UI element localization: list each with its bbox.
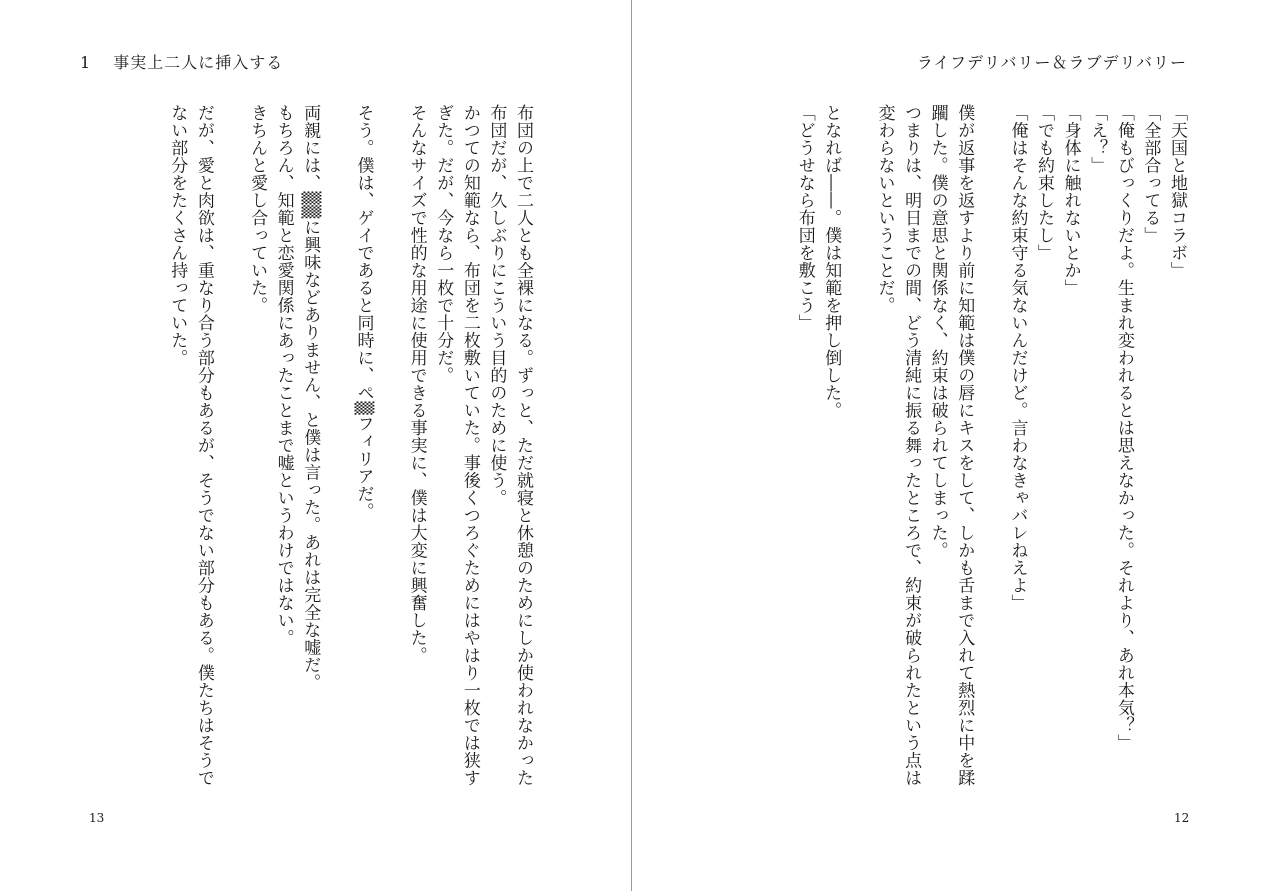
blank-line: [323, 104, 350, 824]
text-line: 「どうせなら布団を敷こう」: [794, 104, 815, 332]
text-line: 僕が返事を返すより前に知範は僕の唇にキスをして、しかも舌まで入れて熱烈に中を蹂: [954, 104, 975, 787]
text-line: きちんと愛し合っていた。: [247, 104, 268, 314]
page-number-right: 12: [1174, 811, 1190, 825]
page-number-left: 13: [89, 811, 105, 825]
right-body-text: [791, 104, 1190, 824]
blank-line: [217, 104, 244, 824]
text-line: かつての知範なら、布団を二枚敷いていた。事後くつろぐためにはやはり一枚では狭す: [459, 104, 480, 787]
text-line: 「俺はそんな約束守る気ないんだけど。言わなきゃバレねえよ」: [1007, 104, 1028, 612]
text-line: 「え？」: [1087, 104, 1108, 174]
blank-line: [977, 104, 1004, 824]
text-line: 「身体に触れないとか」: [1060, 104, 1081, 297]
chapter-heading: [80, 50, 283, 73]
text-line: 変わらないということだ。: [874, 104, 895, 314]
left-body-text: [164, 104, 536, 824]
text-line: そう。僕は、ゲイであると同時に、ペ▒フィリアだ。: [353, 104, 374, 521]
text-line: 両親には、▒▒に興味などありません、と僕は言った。あれは完全な嘘だ。: [300, 104, 321, 692]
text-line: 「天国と地獄コラボ」: [1167, 104, 1187, 279]
text-line: そんなサイズで性的な用途に使用できる事実に、僕は大変に興奮した。: [406, 104, 427, 664]
left-page: [0, 0, 631, 891]
text-line: ぎた。だが、今なら一枚で十分だ。: [433, 104, 454, 384]
text-line: もちろん、知範と恋愛関係にあったことまで嘘というわけではない。: [273, 104, 294, 647]
text-line: 躙した。僕の意思と関係なく、約束は破られてしまった。: [927, 104, 948, 559]
chapter-title: 事実上二人に挿入する: [113, 53, 284, 72]
book-title-heading: ライフデリバリー＆ラブデリバリー: [916, 53, 1187, 72]
text-line: ない部分をたくさん持っていた。: [167, 104, 188, 367]
text-line: つまりは、明日までの間、どう清純に振る舞ったところで、約束が破られたという点は: [901, 104, 922, 787]
blank-line: [844, 104, 871, 824]
text-line: だが、愛と肉欲は、重なり合う部分もあるが、そうでない部分もある。僕たちはそうで: [193, 104, 214, 787]
text-line: となれば――。僕は知範を押し倒した。: [821, 104, 842, 419]
chapter-number: 1: [80, 53, 92, 72]
blank-line: [376, 104, 403, 824]
text-line: 布団だが、久しぶりにこういう目的のために使う。: [486, 104, 507, 507]
text-line: 「俺もびっくりだよ。生まれ変われるとは思えなかった。それより、あれ本気？」: [1113, 104, 1134, 752]
text-line: 「全部合ってる」: [1140, 104, 1161, 244]
right-page: [632, 0, 1265, 891]
text-line: 「でも約束したし」: [1034, 104, 1055, 262]
text-line: 布団の上で二人とも全裸になる。ずっと、ただ就寝と休憩のためにしか使われなかった: [513, 104, 533, 787]
